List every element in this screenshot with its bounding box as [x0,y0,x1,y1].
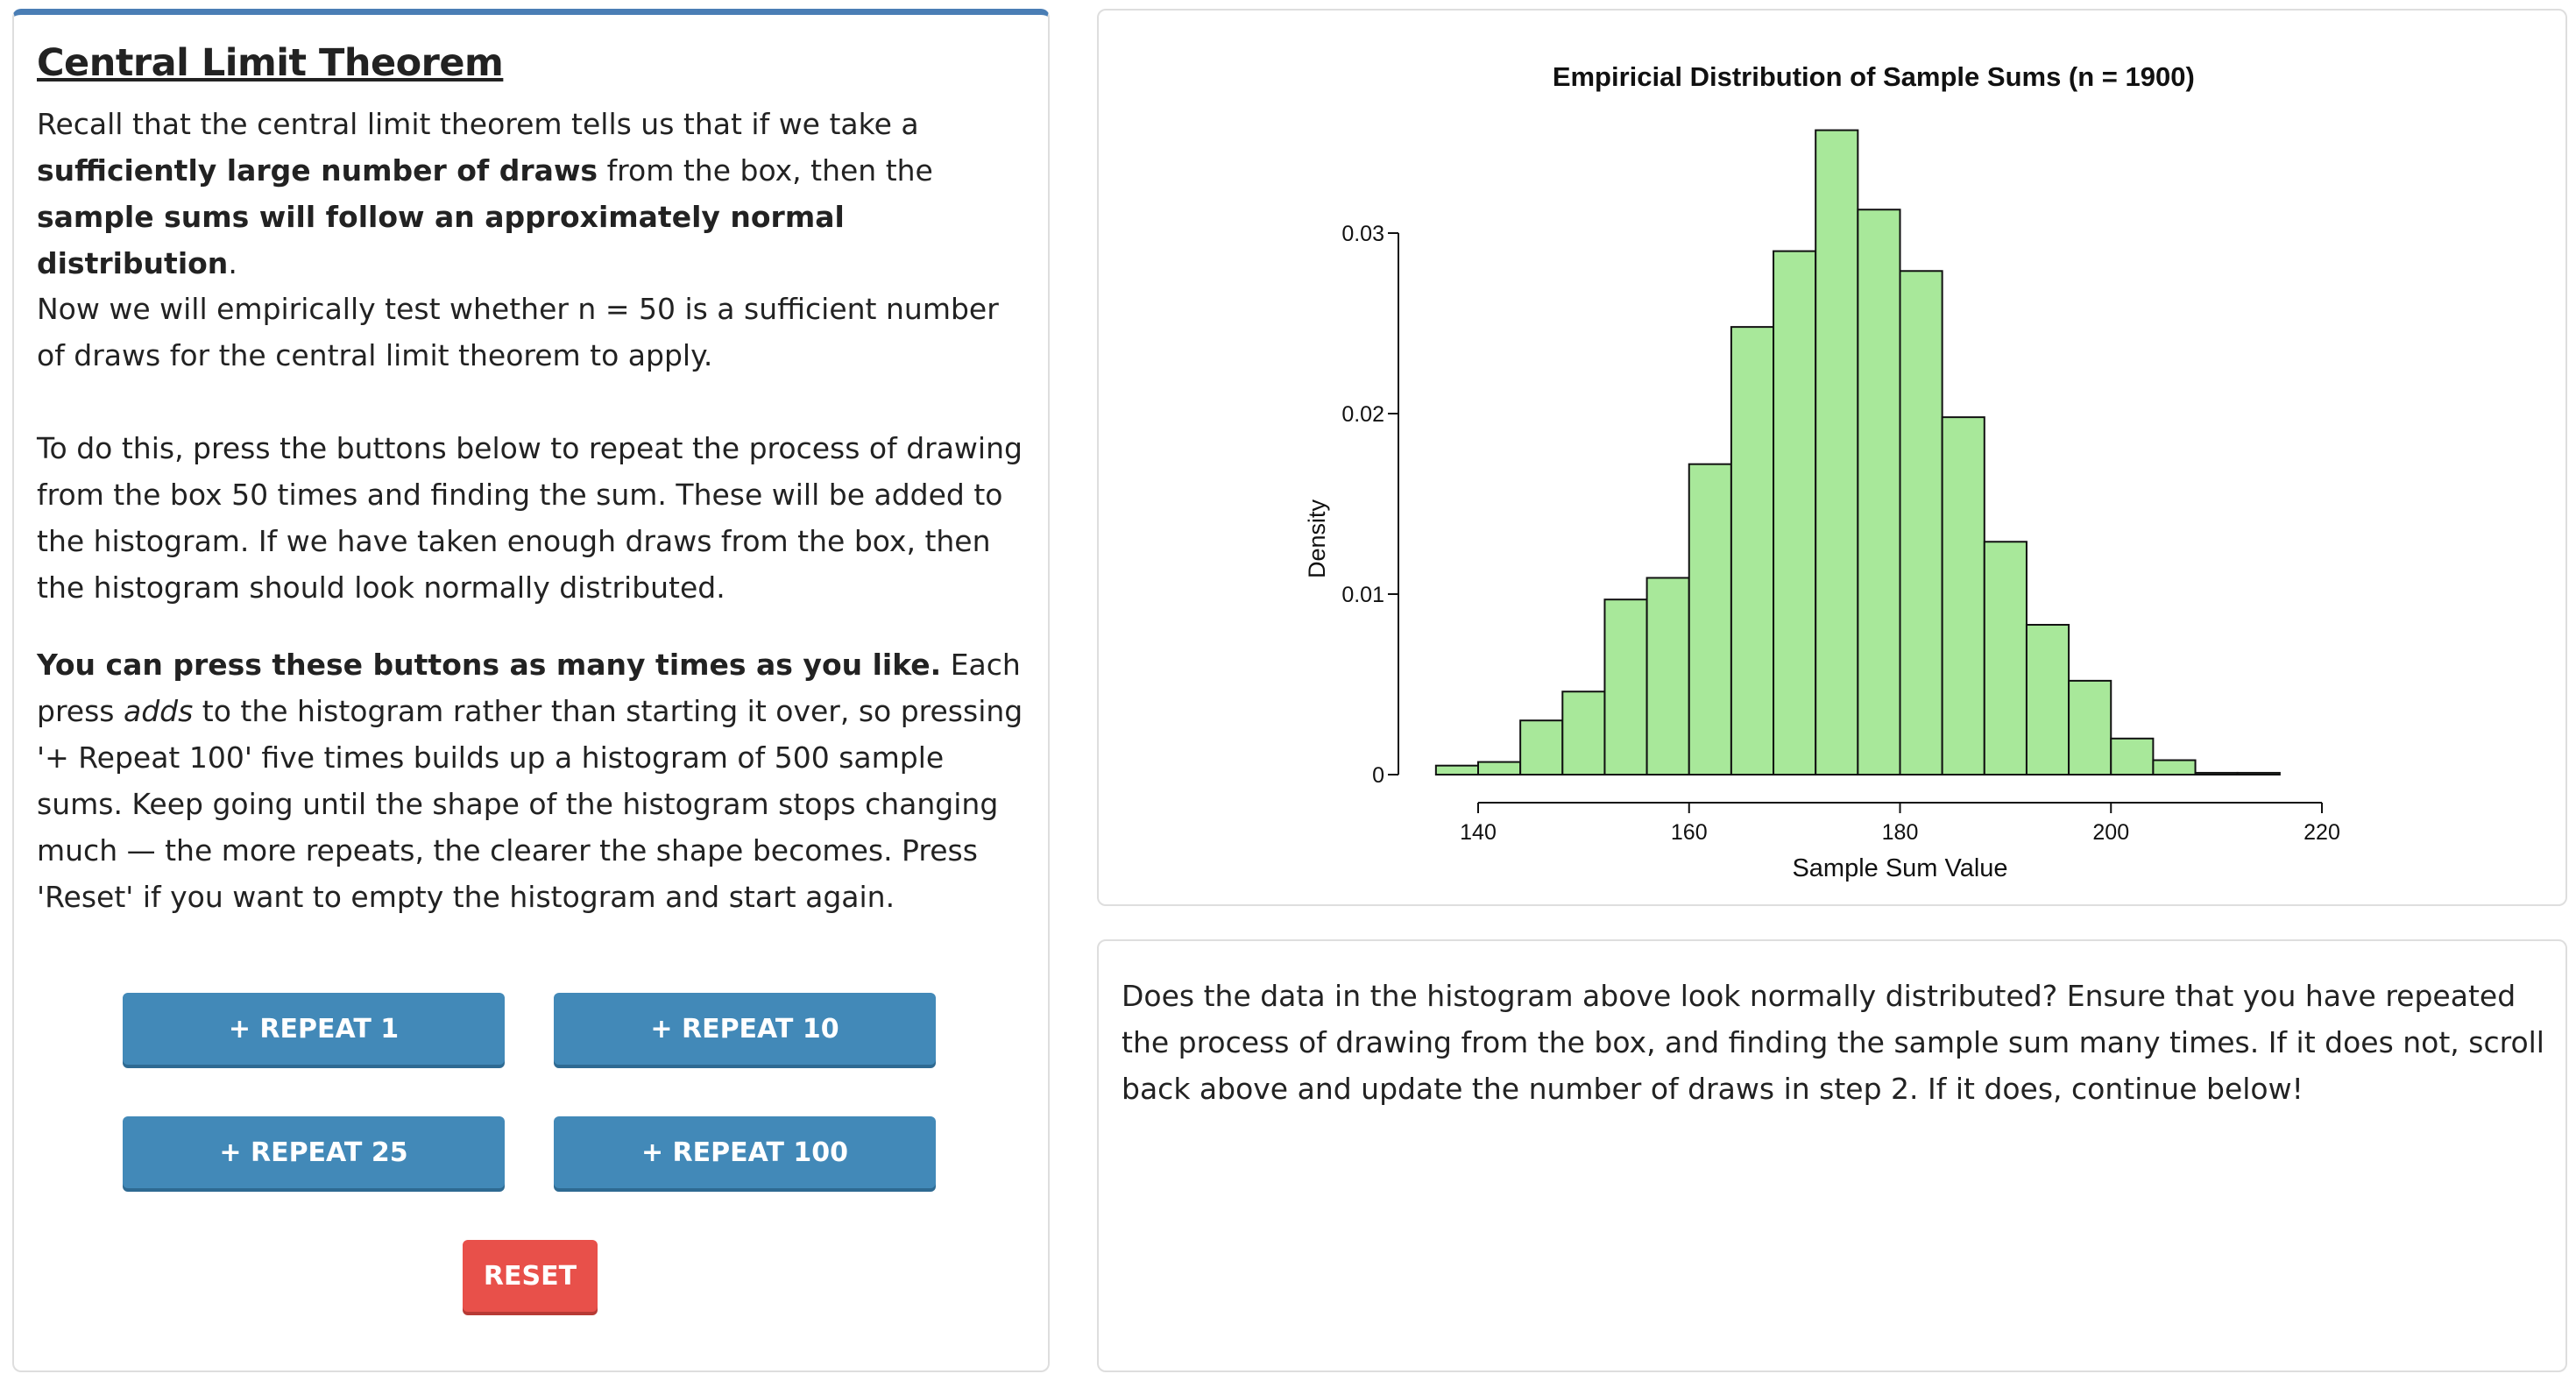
histogram-bar [2069,681,2111,775]
intro-paragraph: Recall that the central limit theorem tells us that if we take a sufficiently large number of draws from the box, then the sample sums will follow an approximately normal distribution. [37,107,933,280]
y-tick-label: 0 [1372,763,1384,788]
histogram-bar [1520,720,1562,775]
y-axis-label: Density [1304,499,1330,579]
method-paragraph: To do this, press the buttons below to repeat the process of drawing from the box 50 times and finding the sum. These will be added to the histogram. If we have taken enough draws from the box, then the histogram should look normally distributed. [37,431,1023,605]
x-axis-label: Sample Sum Value [1792,854,2008,882]
repeat-1-button[interactable]: + REPEAT 1 [123,993,505,1065]
y-tick-label: 0.03 [1341,222,1384,246]
histogram-bar [1689,464,1731,775]
section-title: Central Limit Theorem [37,41,504,85]
repeat-100-button[interactable]: + REPEAT 100 [554,1116,936,1188]
reset-button[interactable]: RESET [463,1240,598,1312]
histogram-bar [1647,577,1689,775]
x-tick-label: 140 [1460,820,1497,845]
histogram-bar [1985,542,2027,775]
y-tick-label: 0.02 [1341,402,1384,427]
y-tick-label: 0.01 [1341,583,1384,607]
histogram-chart [1099,11,2565,904]
histogram-bar [1478,762,1520,775]
x-tick-label: 160 [1670,820,1708,845]
histogram-bar [1731,327,1773,775]
chart-title: Empiricial Distribution of Sample Sums (n = 1900) [1552,61,2195,92]
histogram-bar [2111,739,2153,775]
histogram-bar [1815,131,1858,775]
question-text: Does the data in the histogram above look normally distributed? Ensure that you have repeated the process of drawing from the box, and finding the sample sum many times. If it does not, scroll back above and update the number of draws in step 2. If it does, continue below! [1122,979,2544,1106]
histogram-bar [2238,773,2280,775]
histogram-bar [1900,271,1943,775]
histogram-bar [2196,773,2238,775]
clt-instructions-panel [12,9,1050,1372]
test-paragraph: Now we will empirically test whether n = 50 is a sufficient number of draws for the central limit theorem to apply. [37,292,999,372]
repeat-10-button[interactable]: + REPEAT 10 [554,993,936,1065]
histogram-bar [2153,761,2195,775]
repeat-25-button[interactable]: + REPEAT 25 [123,1116,505,1188]
histogram-bar [1436,766,1478,775]
repeat-paragraph: You can press these buttons as many times as you like. Each press adds to the histogram rather than starting it over, so pressing '+ Repeat 100' five times builds up a histogram of 500 sample sums. Keep going until the shape of the histogram stops changing much — the more repeats, the clearer the shape becomes. Press 'Reset' if you want to empty the histogram and start again. [37,648,1023,914]
histogram-bar [1604,599,1646,775]
x-tick-label: 220 [2304,820,2340,845]
histogram-bar [1858,209,1900,775]
x-tick-label: 200 [2092,820,2130,845]
histogram-bar [1773,251,1815,775]
histogram-bar [2027,625,2069,775]
x-tick-label: 180 [1881,820,1919,845]
histogram-bar [1943,417,1985,775]
question-panel [1097,939,2567,1372]
histogram-bar [1562,691,1604,775]
histogram-panel [1097,9,2567,906]
